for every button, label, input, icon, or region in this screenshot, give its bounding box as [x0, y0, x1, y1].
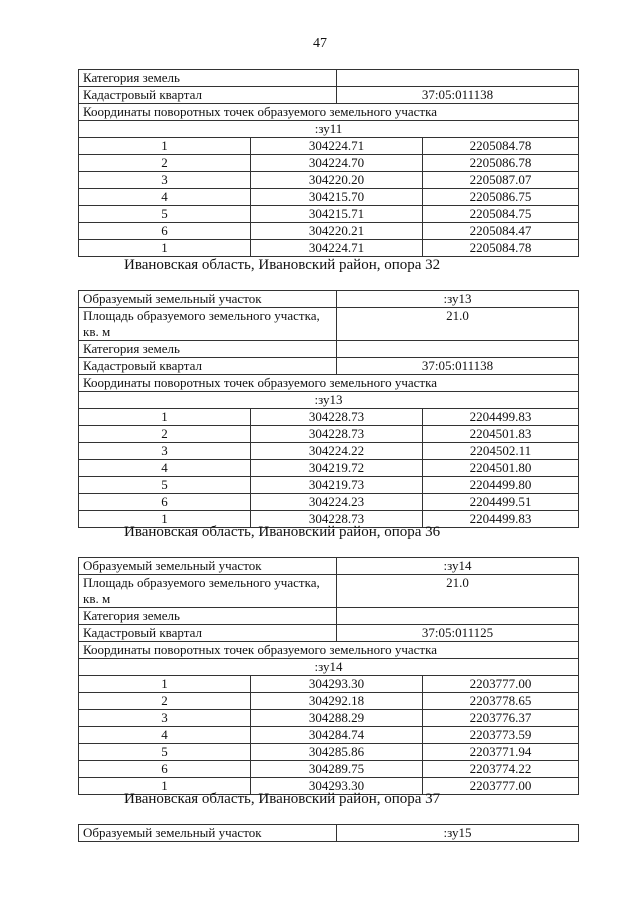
point-row — [79, 761, 579, 778]
point-y: 2204502.11 — [423, 443, 579, 460]
point-row — [79, 710, 579, 727]
point-y: 2204499.51 — [423, 494, 579, 511]
point-x: 304215.71 — [251, 206, 423, 223]
category-label: Категория земель — [79, 70, 337, 87]
point-number: 6 — [79, 494, 251, 511]
point-row — [79, 460, 579, 477]
coord-id: :зу11 — [79, 121, 579, 138]
point-x: 304293.30 — [251, 778, 423, 795]
coord-id: :зу13 — [79, 392, 579, 409]
point-y: 2205084.47 — [423, 223, 579, 240]
point-y: 2204501.80 — [423, 460, 579, 477]
point-row — [79, 744, 579, 761]
point-x: 304219.72 — [251, 460, 423, 477]
point-row — [79, 426, 579, 443]
point-y: 2203778.65 — [423, 693, 579, 710]
parcel-label: Образуемый земельный участок — [79, 558, 337, 575]
point-y: 2205084.75 — [423, 206, 579, 223]
point-row — [79, 172, 579, 189]
area-label: Площадь образуемого земельного участка, кв. м — [79, 575, 337, 608]
point-y: 2205087.07 — [423, 172, 579, 189]
area-value: 21.0 — [337, 575, 579, 608]
point-y: 2204499.83 — [423, 409, 579, 426]
parcel-table-zu11 — [78, 69, 579, 257]
point-y: 2203774.22 — [423, 761, 579, 778]
point-row — [79, 676, 579, 693]
point-x: 304228.73 — [251, 409, 423, 426]
point-x: 304224.71 — [251, 240, 423, 257]
cadastral-label: Кадастровый квартал — [79, 358, 337, 375]
point-y: 2203776.37 — [423, 710, 579, 727]
point-number: 4 — [79, 189, 251, 206]
point-number: 4 — [79, 727, 251, 744]
cadastral-value: 37:05:011125 — [337, 625, 579, 642]
parcel-label: Образуемый земельный участок — [79, 291, 337, 308]
point-row — [79, 693, 579, 710]
point-x: 304293.30 — [251, 676, 423, 693]
point-row — [79, 494, 579, 511]
point-row — [79, 727, 579, 744]
point-y: 2205086.75 — [423, 189, 579, 206]
point-row — [79, 409, 579, 426]
point-y: 2205084.78 — [423, 138, 579, 155]
point-x: 304219.73 — [251, 477, 423, 494]
category-label: Категория земель — [79, 608, 337, 625]
point-x: 304284.74 — [251, 727, 423, 744]
point-number: 3 — [79, 443, 251, 460]
point-row — [79, 223, 579, 240]
cadastral-label: Кадастровый квартал — [79, 625, 337, 642]
point-x: 304224.23 — [251, 494, 423, 511]
point-y: 2205086.78 — [423, 155, 579, 172]
point-x: 304220.20 — [251, 172, 423, 189]
point-x: 304285.86 — [251, 744, 423, 761]
point-number: 5 — [79, 744, 251, 761]
point-y: 2203773.59 — [423, 727, 579, 744]
parcel-value: :зу13 — [337, 291, 579, 308]
point-row — [79, 155, 579, 172]
point-row — [79, 443, 579, 460]
point-x: 304228.73 — [251, 511, 423, 528]
section-heading: Ивановская область, Ивановский район, опора 37 — [124, 791, 441, 807]
category-label: Категория земель — [79, 341, 337, 358]
point-number: 1 — [79, 676, 251, 693]
point-x: 304224.70 — [251, 155, 423, 172]
parcel-value: :зу14 — [337, 558, 579, 575]
point-number: 1 — [79, 778, 251, 795]
point-number: 5 — [79, 206, 251, 223]
point-row — [79, 138, 579, 155]
coords-label: Координаты поворотных точек образуемого земельного участка — [79, 642, 579, 659]
point-number: 3 — [79, 710, 251, 727]
point-x: 304224.22 — [251, 443, 423, 460]
point-number: 2 — [79, 426, 251, 443]
category-value — [337, 341, 579, 358]
point-y: 2204501.83 — [423, 426, 579, 443]
parcel-table-zu14 — [78, 557, 579, 795]
point-y: 2203777.00 — [423, 676, 579, 693]
area-label: Площадь образуемого земельного участка, кв. м — [79, 308, 337, 341]
point-y: 2203771.94 — [423, 744, 579, 761]
point-row — [79, 206, 579, 223]
point-y: 2203777.00 — [423, 778, 579, 795]
point-x: 304224.71 — [251, 138, 423, 155]
point-y: 2204499.80 — [423, 477, 579, 494]
point-x: 304220.21 — [251, 223, 423, 240]
parcel-table-zu13 — [78, 290, 579, 528]
cadastral-value: 37:05:011138 — [337, 87, 579, 104]
category-row — [79, 70, 579, 87]
parcel-table-zu15 — [78, 824, 579, 842]
point-number: 6 — [79, 761, 251, 778]
point-row — [79, 240, 579, 257]
point-x: 304289.75 — [251, 761, 423, 778]
parcel-label: Образуемый земельный участок — [79, 825, 337, 842]
point-y: 2204499.83 — [423, 511, 579, 528]
point-number: 1 — [79, 240, 251, 257]
point-x: 304288.29 — [251, 710, 423, 727]
point-number: 6 — [79, 223, 251, 240]
point-number: 5 — [79, 477, 251, 494]
cadastral-label: Кадастровый квартал — [79, 87, 337, 104]
point-x: 304292.18 — [251, 693, 423, 710]
point-number: 1 — [79, 511, 251, 528]
section-heading: Ивановская область, Ивановский район, опора 36 — [124, 524, 441, 540]
section-heading: Ивановская область, Ивановский район, опора 32 — [124, 257, 441, 273]
category-value — [337, 608, 579, 625]
point-number: 1 — [79, 409, 251, 426]
point-x: 304228.73 — [251, 426, 423, 443]
point-number: 1 — [79, 138, 251, 155]
area-value: 21.0 — [337, 308, 579, 341]
coord-id: :зу14 — [79, 659, 579, 676]
coords-label: Координаты поворотных точек образуемого земельного участка — [79, 104, 579, 121]
point-row — [79, 189, 579, 206]
coords-label: Координаты поворотных точек образуемого земельного участка — [79, 375, 579, 392]
cadastral-value: 37:05:011138 — [337, 358, 579, 375]
point-number: 3 — [79, 172, 251, 189]
category-value — [337, 70, 579, 87]
point-y: 2205084.78 — [423, 240, 579, 257]
point-x: 304215.70 — [251, 189, 423, 206]
point-number: 2 — [79, 155, 251, 172]
cadastral-row — [79, 87, 579, 104]
point-number: 4 — [79, 460, 251, 477]
point-row — [79, 477, 579, 494]
page-number: 47 — [313, 36, 327, 51]
parcel-value: :зу15 — [337, 825, 579, 842]
point-number: 2 — [79, 693, 251, 710]
